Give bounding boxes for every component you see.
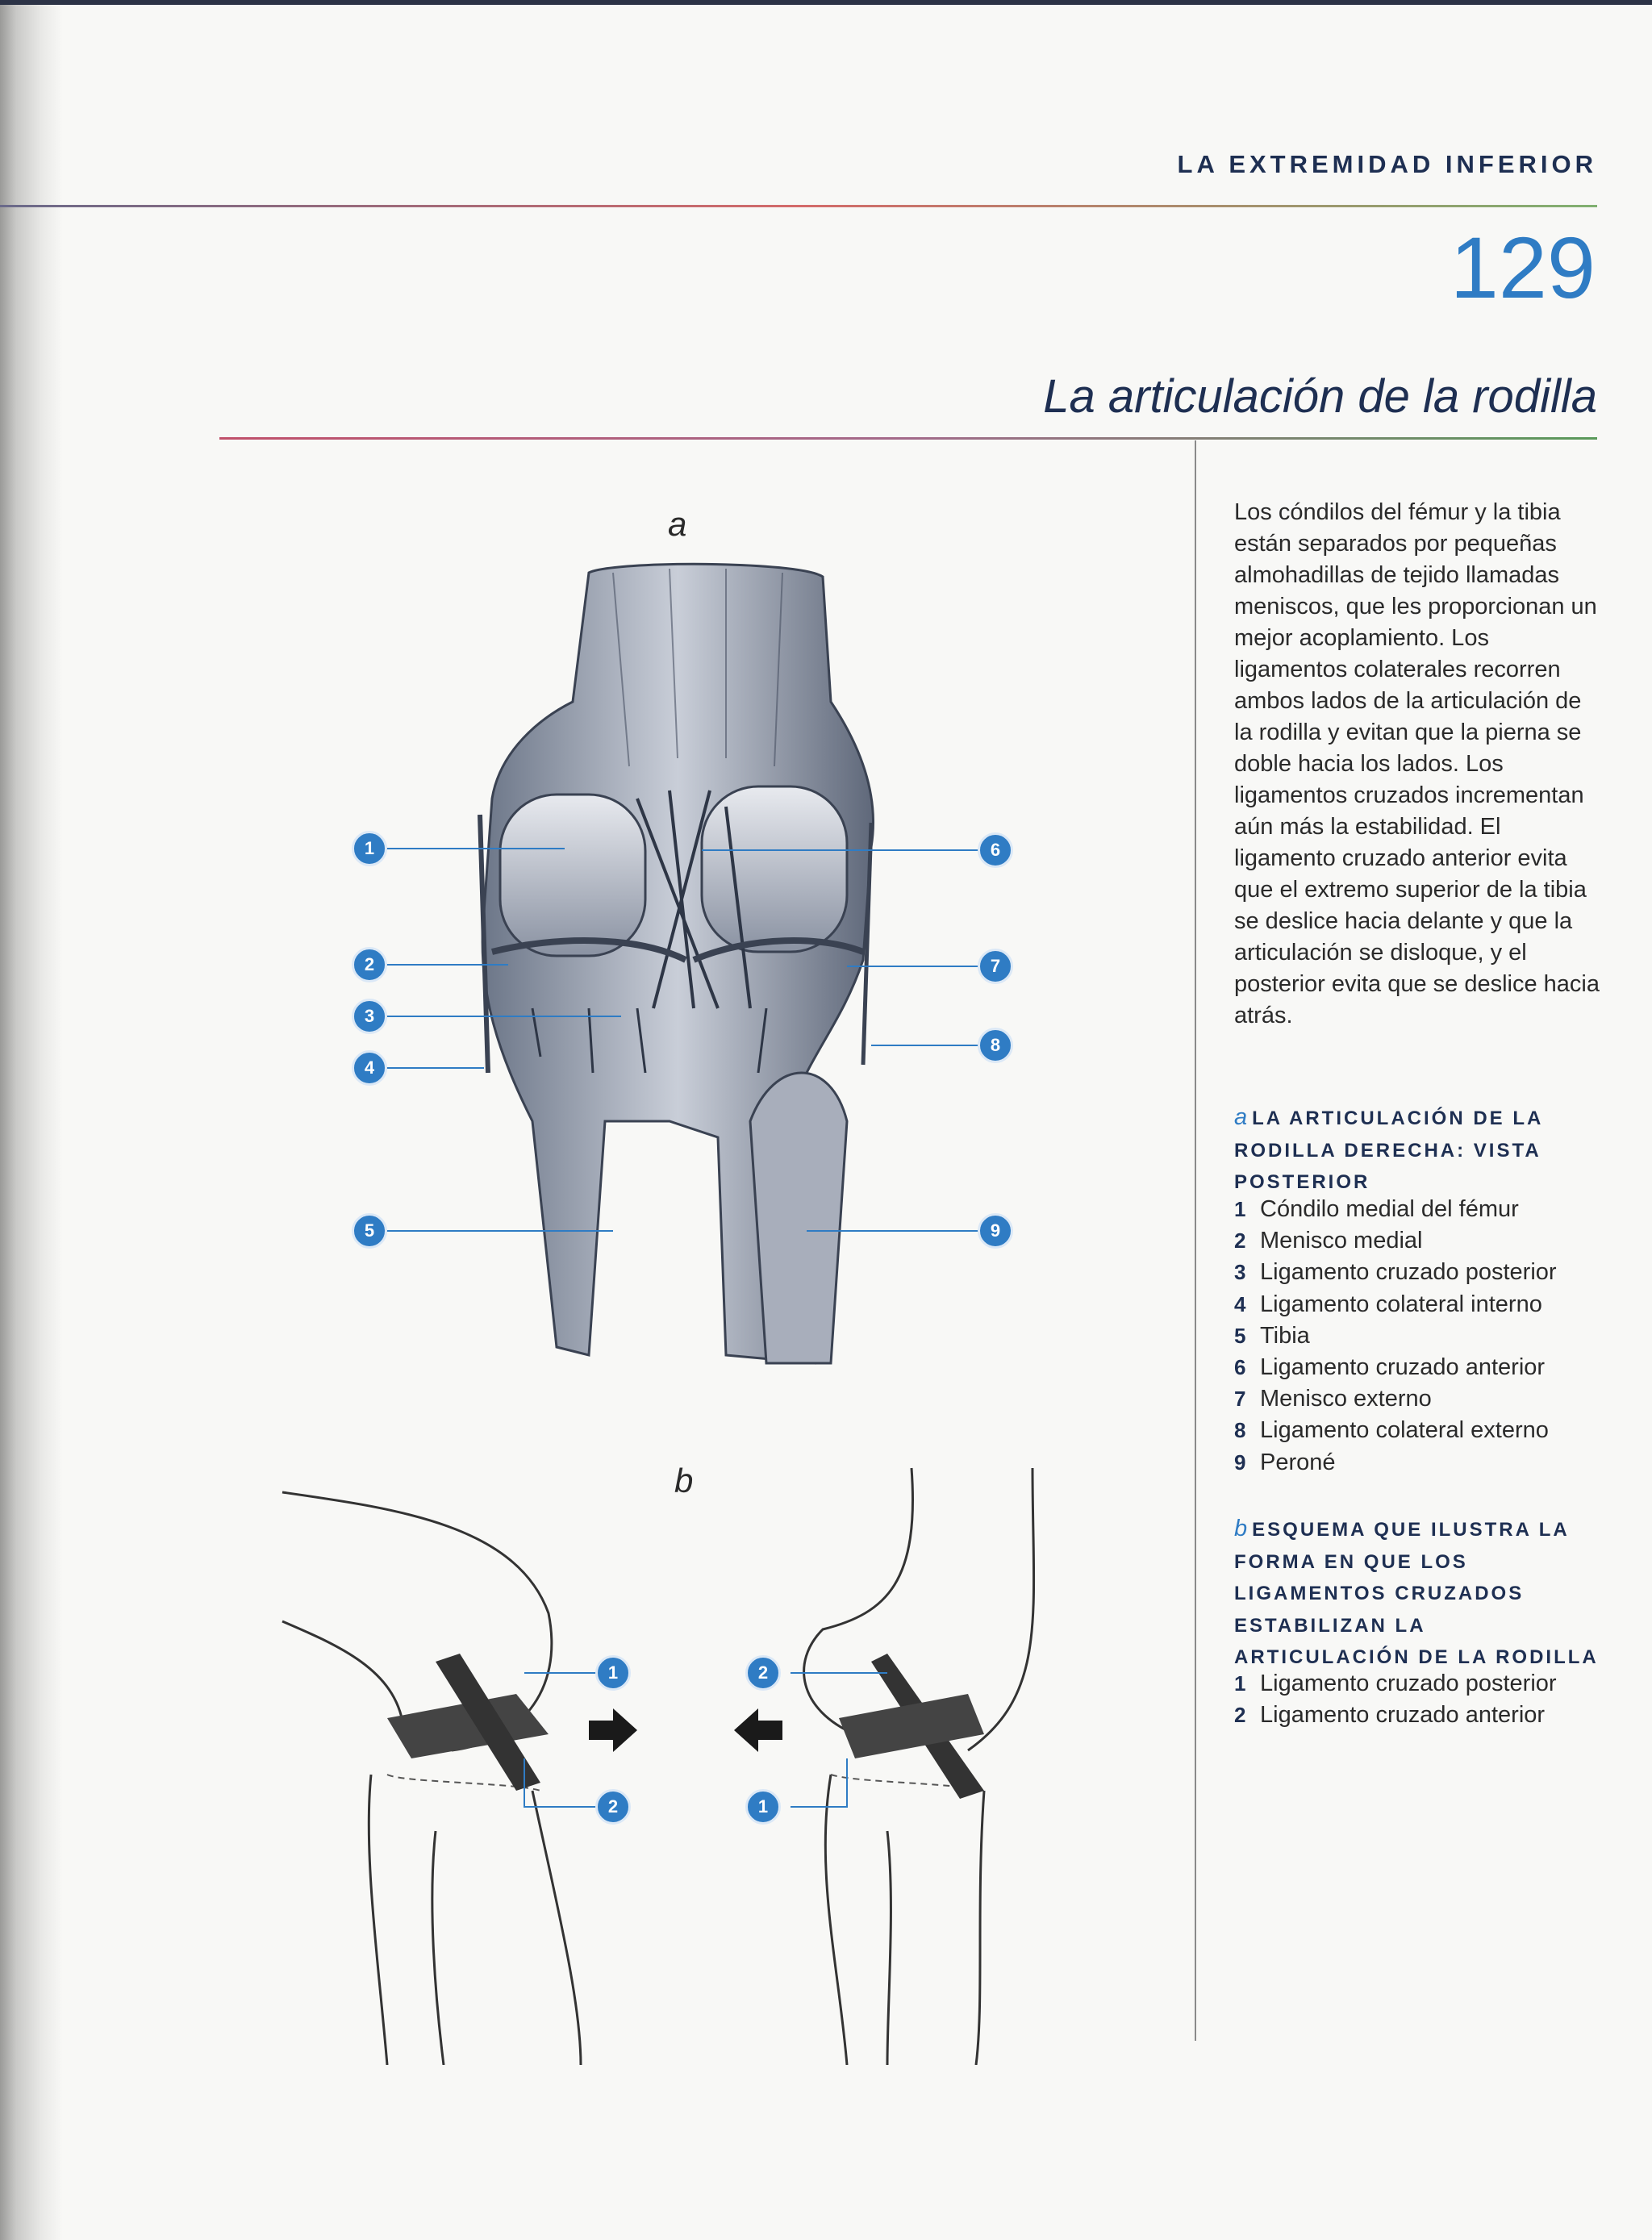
figure-a-label: a: [668, 505, 687, 543]
legend-item: [1234, 1225, 1613, 1257]
legend-a-letter: a: [1234, 1104, 1248, 1130]
legend-b-heading-text: ESQUEMA QUE ILUSTRA LA FORMA EN QUE LOS LIGAMENTOS CRUZADOS ESTABILIZAN LA ARTICULACIÓN DE LA RODILLA: [1234, 1519, 1599, 1668]
legend-item: [1234, 1668, 1613, 1700]
callout-b-left-1: 1: [595, 1655, 631, 1691]
legend-item-text: Ligamento cruzado posterior: [1260, 1671, 1557, 1696]
callout-a-8: 8: [978, 1028, 1013, 1063]
legend-a-list: [1234, 1194, 1613, 1479]
legend-item-num: 5: [1234, 1323, 1246, 1348]
callout-b-left-2: 2: [595, 1789, 631, 1825]
legend-item: [1234, 1194, 1613, 1225]
legend-item-num: 2: [1234, 1703, 1246, 1728]
legend-item: [1234, 1447, 1613, 1479]
callout-a-6: 6: [978, 832, 1013, 868]
legend-item-num: 1: [1234, 1671, 1246, 1696]
callout-b-right-1: 1: [745, 1789, 781, 1825]
top-edge: [0, 0, 1652, 5]
callout-a-2: 2: [352, 947, 387, 982]
legend-item-text: Ligamento colateral externo: [1260, 1417, 1549, 1444]
legend-b-letter: b: [1234, 1516, 1248, 1541]
callout-a-5: 5: [352, 1213, 387, 1249]
legend-item-text: Menisco medial: [1260, 1228, 1423, 1254]
legend-item-text: Cóndilo medial del fémur: [1260, 1196, 1519, 1222]
legend-item-num: 2: [1234, 1228, 1246, 1253]
legend-item-num: 4: [1234, 1291, 1246, 1316]
legend-item-num: 6: [1234, 1355, 1246, 1380]
figure-b-label: b: [674, 1462, 694, 1500]
callout-a-4: 4: [352, 1050, 387, 1086]
cruciate-ligaments-diagram: [274, 1452, 1049, 2065]
legend-item-text: Ligamento cruzado posterior: [1260, 1259, 1557, 1286]
chapter-title: La articulación de la rodilla: [1043, 370, 1597, 423]
page-number: 129: [1450, 219, 1596, 316]
legend-item: [1234, 1700, 1613, 1731]
callout-a-9: 9: [978, 1213, 1013, 1249]
legend-b-list: [1234, 1668, 1613, 1731]
book-binding-shadow: [0, 0, 63, 2240]
column-rule: [1195, 440, 1196, 2041]
legend-item-num: 3: [1234, 1260, 1246, 1285]
legend-item-text: Ligamento cruzado anterior: [1260, 1702, 1546, 1729]
legend-item-text: Peroné: [1260, 1449, 1336, 1475]
callout-a-3: 3: [352, 999, 387, 1034]
legend-item: [1234, 1352, 1613, 1383]
legend-a-heading-text: LA ARTICULACIÓN DE LA RODILLA DERECHA: VISTA POSTERIOR: [1234, 1107, 1543, 1193]
knee-posterior-illustration: [347, 557, 1016, 1371]
legend-item-num: 1: [1234, 1197, 1246, 1221]
section-title: LA EXTREMIDAD INFERIOR: [1177, 150, 1597, 178]
legend-a-heading: [1234, 1102, 1605, 1199]
legend-item-text: Ligamento colateral interno: [1260, 1291, 1542, 1317]
legend-item-num: 9: [1234, 1450, 1246, 1475]
title-rule: [219, 437, 1597, 440]
legend-b-heading: [1234, 1513, 1605, 1674]
legend-item: [1234, 1257, 1613, 1288]
header-rule: [0, 205, 1597, 207]
legend-item-text: Menisco externo: [1260, 1386, 1432, 1412]
legend-item-text: Tibia: [1260, 1322, 1310, 1349]
legend-item-num: 8: [1234, 1418, 1246, 1443]
callout-a-7: 7: [978, 949, 1013, 984]
callout-a-1: 1: [352, 831, 387, 866]
legend-item-text: Ligamento cruzado anterior: [1260, 1354, 1546, 1381]
legend-item-num: 7: [1234, 1387, 1246, 1412]
legend-item: [1234, 1320, 1613, 1352]
legend-item: [1234, 1289, 1613, 1320]
callout-b-right-2: 2: [745, 1655, 781, 1691]
legend-item: [1234, 1415, 1613, 1446]
body-paragraph: Los cóndilos del fémur y la tibia están separados por pequeñas almohadillas de tejido llamadas meniscos, que les proporcionan un mejor acoplamiento. Los ligamentos colaterales recorren ambos lados de la articulación de la rodilla y evitan que la pierna se doble hacia los lados. Los ligamentos cruzados incrementan aún más la estabilidad. El ligamento cruzado anterior evita que el extremo superior de la tibia se deslice hacia delante y que la articulación se disloque, y el posterior evita que se deslice hacia atrás.: [1234, 499, 1600, 1028]
legend-item: [1234, 1383, 1613, 1415]
